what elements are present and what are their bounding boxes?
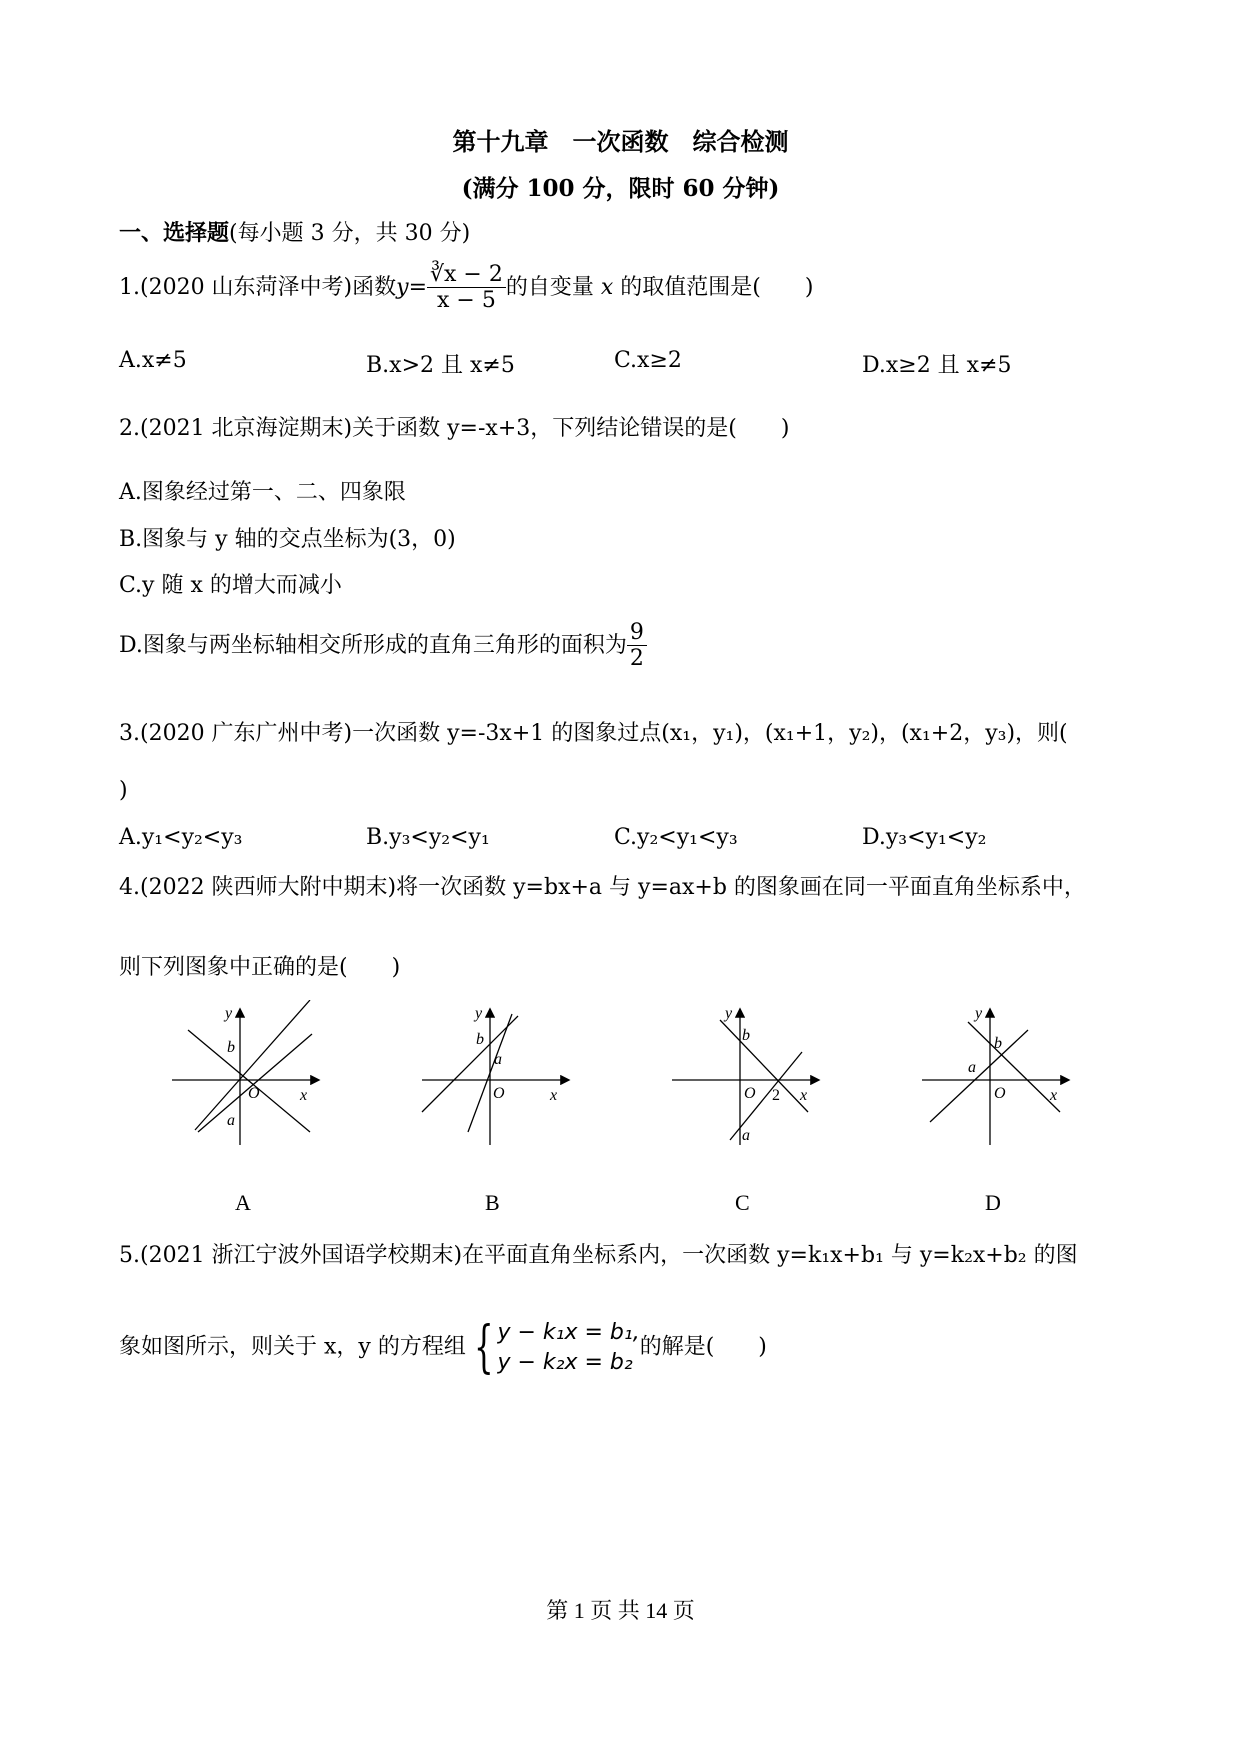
two-label: 2	[772, 1087, 780, 1104]
question-5: 5.(2021 浙江宁波外国语学校期末)在平面直角坐标系内，一次函数 y=k₁x+b₁ 与 y=k₂x+b₂ 的图	[119, 1243, 1078, 1268]
q2-option-d-text: D.图象与两坐标轴相交所形成的直角三角形的面积为	[119, 632, 627, 658]
section-heading	[119, 216, 470, 247]
origin-label: O	[493, 1085, 505, 1102]
q1-suffix2: 的取值范围是( )	[620, 274, 814, 300]
graph-d	[910, 1000, 1080, 1150]
q1-option-b: B.x>2 且 x≠5	[366, 353, 515, 378]
page-footer: 第 1 页 共 14 页	[546, 1598, 695, 1623]
b-label: b	[227, 1039, 235, 1056]
q2-fraction	[627, 620, 647, 672]
line-1	[968, 1022, 1060, 1112]
line-2	[730, 1052, 802, 1140]
q2-fraction-den: 2	[629, 646, 644, 672]
question-5-line2	[119, 1314, 767, 1380]
graph-a-label: A	[235, 1190, 251, 1215]
x-label: x	[800, 1087, 808, 1104]
q1-var: x	[600, 274, 614, 300]
graph-d-label: D	[985, 1190, 1001, 1215]
x-label: x	[1050, 1087, 1058, 1104]
q2-option-b: B.图象与 y 轴的交点坐标为(3，0)	[119, 527, 456, 552]
b-label: b	[994, 1035, 1002, 1052]
origin-label: O	[994, 1085, 1006, 1102]
q1-denominator: x − 5	[437, 288, 496, 314]
q1-y-eq: y=	[396, 274, 428, 300]
b-label: b	[476, 1031, 484, 1048]
x-label: x	[550, 1087, 558, 1104]
section-note: (每小题 3 分，共 30 分)	[229, 221, 471, 246]
q2-fraction-num: 9	[627, 620, 647, 646]
page-title: 第十九章 一次函数 综合检测	[452, 127, 789, 156]
q1-option-a: A.x≠5	[119, 348, 187, 373]
question-2: 2.(2021 北京海淀期末)关于函数 y=-x+3，下列结论错误的是( )	[119, 416, 790, 441]
line-2	[930, 1030, 1028, 1122]
q3-close-paren: )	[119, 778, 128, 803]
graph-b-label: B	[485, 1190, 500, 1215]
q1-fraction	[427, 262, 506, 314]
question-3: 3.(2020 广东广州中考)一次函数 y=-3x+1 的图象过点(x₁，y₁)，(x₁+1，y₂)，(x₁+2，y₃)，则(	[119, 721, 1068, 746]
q3-option-c: C.y₂<y₁<y₃	[614, 825, 738, 850]
a-label: a	[968, 1059, 976, 1076]
page-subtitle: (满分 100 分，限时 60 分钟)	[461, 175, 780, 202]
q1-suffix: 的自变量	[505, 274, 594, 300]
q2-option-a: A.图象经过第一、二、四象限	[119, 480, 406, 505]
question-1	[119, 262, 813, 314]
graph-c-label: C	[735, 1190, 750, 1215]
q2-option-c: C.y 随 x 的增大而减小	[119, 573, 342, 598]
q5-suffix: 的解是( )	[639, 1334, 767, 1360]
equation-2: y − k₂x = b₂	[497, 1349, 633, 1375]
q3-option-b: B.y₃<y₂<y₁	[366, 825, 490, 850]
y-label: y	[725, 1005, 733, 1022]
x-label: x	[300, 1087, 308, 1104]
a-label: a	[494, 1051, 502, 1068]
q1-numerator: ∛x − 2	[427, 262, 506, 288]
q3-option-d: D.y₃<y₁<y₂	[862, 825, 987, 850]
a-label: a	[227, 1112, 235, 1129]
graph-c	[660, 1000, 830, 1150]
equation-1: y − k₁x = b₁,	[497, 1320, 640, 1345]
section-title: 一、选择题	[119, 220, 230, 246]
q2-option-d	[119, 620, 647, 672]
b-label: b	[742, 1027, 750, 1044]
question-4-line2: 则下列图象中正确的是( )	[119, 955, 401, 980]
y-label: y	[225, 1005, 233, 1022]
a-label: a	[742, 1127, 750, 1144]
graph-b	[410, 1000, 580, 1150]
question-4: 4.(2022 陕西师大附中期末)将一次函数 y=bx+a 与 y=ax+b 的图象画在同一平面直角坐标系中，	[119, 875, 1086, 900]
q1-option-c: C.x≥2	[614, 348, 682, 373]
system-brace: {	[473, 1314, 494, 1380]
origin-label: O	[744, 1085, 756, 1102]
line-1	[198, 1034, 312, 1132]
graph-a	[160, 1000, 330, 1150]
q1-option-d: D.x≥2 且 x≠5	[862, 353, 1012, 378]
origin-label: O	[248, 1085, 260, 1102]
y-label: y	[475, 1005, 483, 1022]
equation-system	[497, 1318, 639, 1377]
y-label: y	[975, 1005, 983, 1022]
q1-prefix: 1.(2020 山东菏泽中考)函数	[119, 274, 397, 300]
q3-option-a: A.y₁<y₂<y₃	[119, 825, 243, 850]
q5-prefix: 象如图所示，则关于 x，y 的方程组	[119, 1334, 466, 1360]
